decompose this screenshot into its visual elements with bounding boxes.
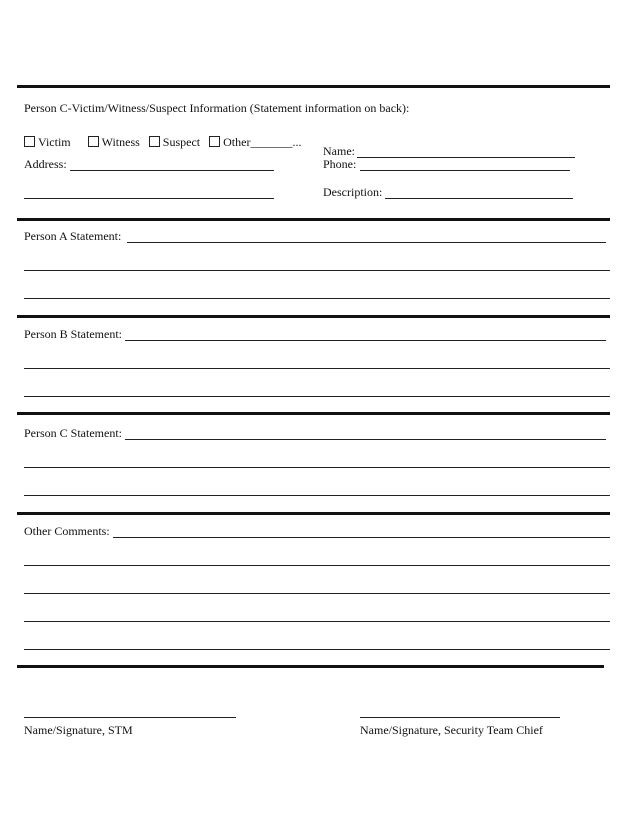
name-label: Name:: [323, 144, 355, 158]
person-a-statement-label: Person A Statement:: [24, 229, 122, 243]
section-divider-a: [17, 218, 610, 221]
other-comments-line[interactable]: [24, 621, 610, 622]
person-b-statement-label: Person B Statement:: [24, 327, 122, 341]
witness-option[interactable]: [88, 135, 140, 149]
name-field[interactable]: [357, 157, 575, 158]
address-label: Address:: [24, 157, 67, 171]
person-a-statement-line[interactable]: [24, 298, 610, 299]
other-comments-line[interactable]: [24, 593, 610, 594]
stm-signature-label: Name/Signature, STM: [24, 723, 133, 737]
phone-label: Phone:: [323, 157, 357, 171]
section-divider-b: [17, 315, 610, 318]
person-c-heading: Person C-Victim/Witness/Suspect Information (Statement information on back):: [24, 101, 410, 115]
chief-signature-line[interactable]: [360, 717, 560, 718]
other-comments-line[interactable]: [24, 565, 610, 566]
suspect-option[interactable]: [149, 135, 200, 149]
other-comments-label: Other Comments:: [24, 524, 110, 538]
person-b-statement-field[interactable]: [125, 340, 606, 341]
address-field[interactable]: [70, 170, 274, 171]
other-label: Other_______...: [223, 135, 302, 149]
section-divider-c: [17, 412, 610, 415]
suspect-label: Suspect: [162, 135, 201, 149]
description-label: Description:: [323, 185, 383, 199]
person-c-statement-label: Person C Statement:: [24, 426, 122, 440]
other-comments-line[interactable]: [24, 649, 610, 650]
person-a-statement-line[interactable]: [24, 270, 610, 271]
section-divider-other: [17, 512, 610, 515]
description-field[interactable]: [385, 198, 573, 199]
victim-label: Victim: [38, 135, 71, 149]
chief-signature-label: Name/Signature, Security Team Chief: [360, 723, 543, 737]
person-a-statement-field[interactable]: [127, 242, 606, 243]
person-b-statement-line[interactable]: [24, 396, 610, 397]
phone-field[interactable]: [360, 170, 570, 171]
person-c-statement-field[interactable]: [125, 439, 606, 440]
stm-signature-line[interactable]: [24, 717, 236, 718]
address-field-line-2[interactable]: [24, 198, 274, 199]
person-b-statement-line[interactable]: [24, 368, 610, 369]
victim-option[interactable]: [24, 135, 71, 149]
victim-checkbox[interactable]: [24, 136, 35, 147]
role-checkboxes: [24, 135, 307, 150]
other-checkbox[interactable]: [209, 136, 220, 147]
other-comments-field[interactable]: [113, 537, 610, 538]
person-c-statement-line[interactable]: [24, 495, 610, 496]
person-c-statement-line[interactable]: [24, 467, 610, 468]
section-divider-bottom: [17, 665, 604, 668]
section-divider-top: [17, 85, 610, 88]
witness-label: Witness: [101, 135, 140, 149]
witness-checkbox[interactable]: [88, 136, 99, 147]
other-option[interactable]: [209, 135, 301, 149]
suspect-checkbox[interactable]: [149, 136, 160, 147]
